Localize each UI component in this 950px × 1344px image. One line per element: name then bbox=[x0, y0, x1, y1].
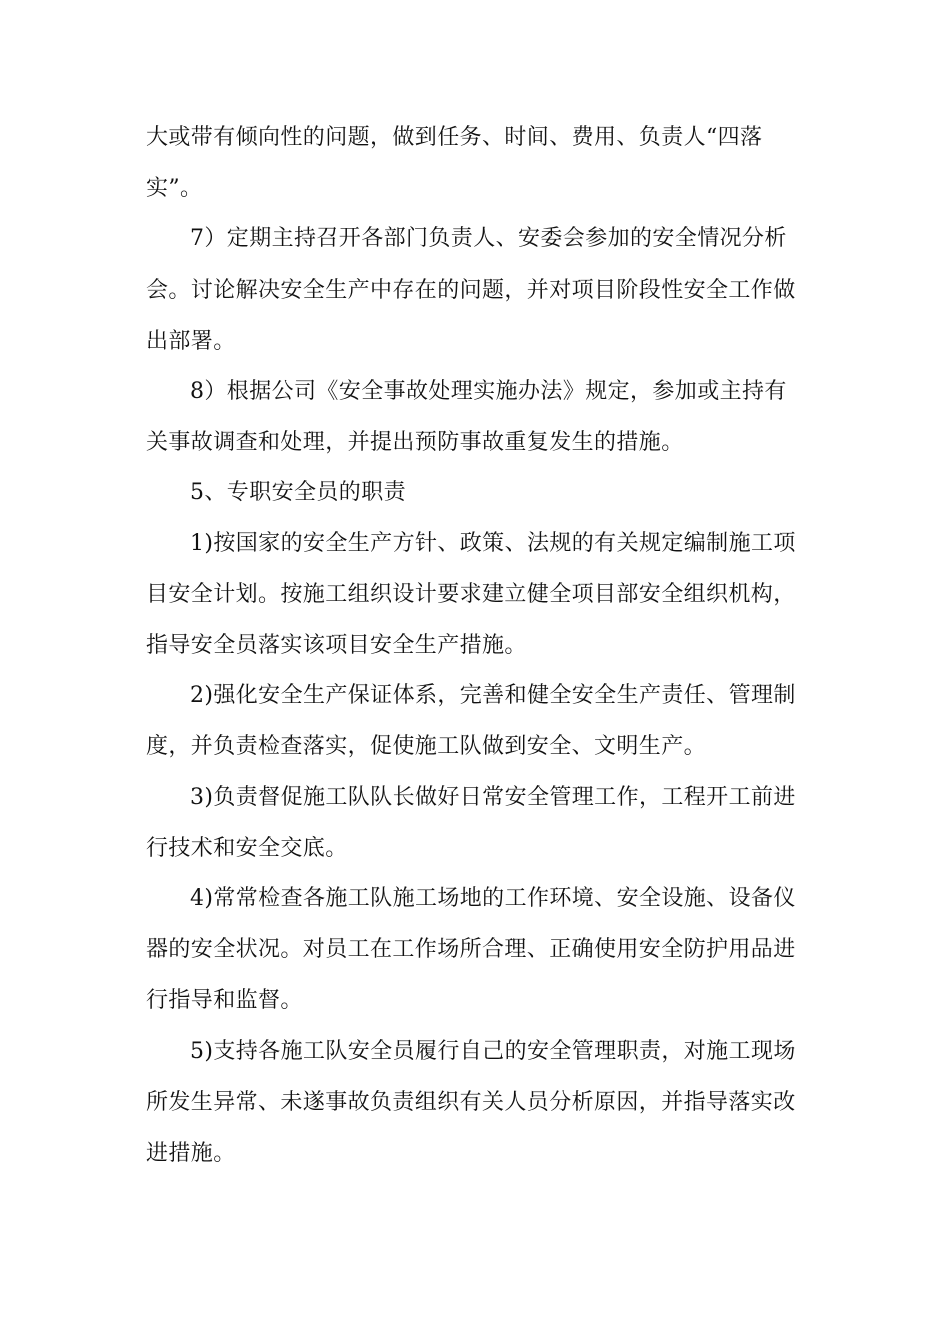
paragraph: 7）定期主持召开各部门负责人、安委会参加的安全情况分析会。讨论解决安全生产中存在的问题，并对项目阶段性安全工作做出部署。 bbox=[146, 226, 796, 354]
paragraph: 1)按国家的安全生产方针、政策、法规的有关规定编制施工项目安全计划。按施工组织设计要求建立健全项目部安全组织机构，指导安全员落实该项目安全生产措施。 bbox=[146, 530, 796, 659]
paragraph: 大或带有倾向性的问题，做到任务、时间、费用、负责人“四落实”。 bbox=[146, 125, 763, 202]
paragraph: 3)负责督促施工队队长做好日常安全管理工作，工程开工前进行技术和安全交底。 bbox=[146, 784, 796, 861]
document-body bbox=[146, 112, 808, 1178]
paragraph: 4)常常检查各施工队施工场地的工作环境、安全设施、设备仪器的安全状况。对员工在工作场所合理、正确使用安全防护用品进行指导和监督。 bbox=[146, 886, 796, 1014]
paragraph: 2)强化安全生产保证体系，完善和健全安全生产责任、管理制度，并负责检查落实，促使施工队做到安全、文明生产。 bbox=[146, 683, 796, 760]
section-heading: 5、专职安全员的职责 bbox=[190, 480, 406, 506]
paragraph: 8）根据公司《安全事故处理实施办法》规定，参加或主持有关事故调查和处理，并提出预防事故重复发生的措施。 bbox=[146, 379, 787, 456]
paragraph: 5)支持各施工队安全员履行自己的安全管理职责，对施工现场所发生异常、未遂事故负责组织有关人员分析原因，并指导落实改进措施。 bbox=[146, 1038, 796, 1167]
